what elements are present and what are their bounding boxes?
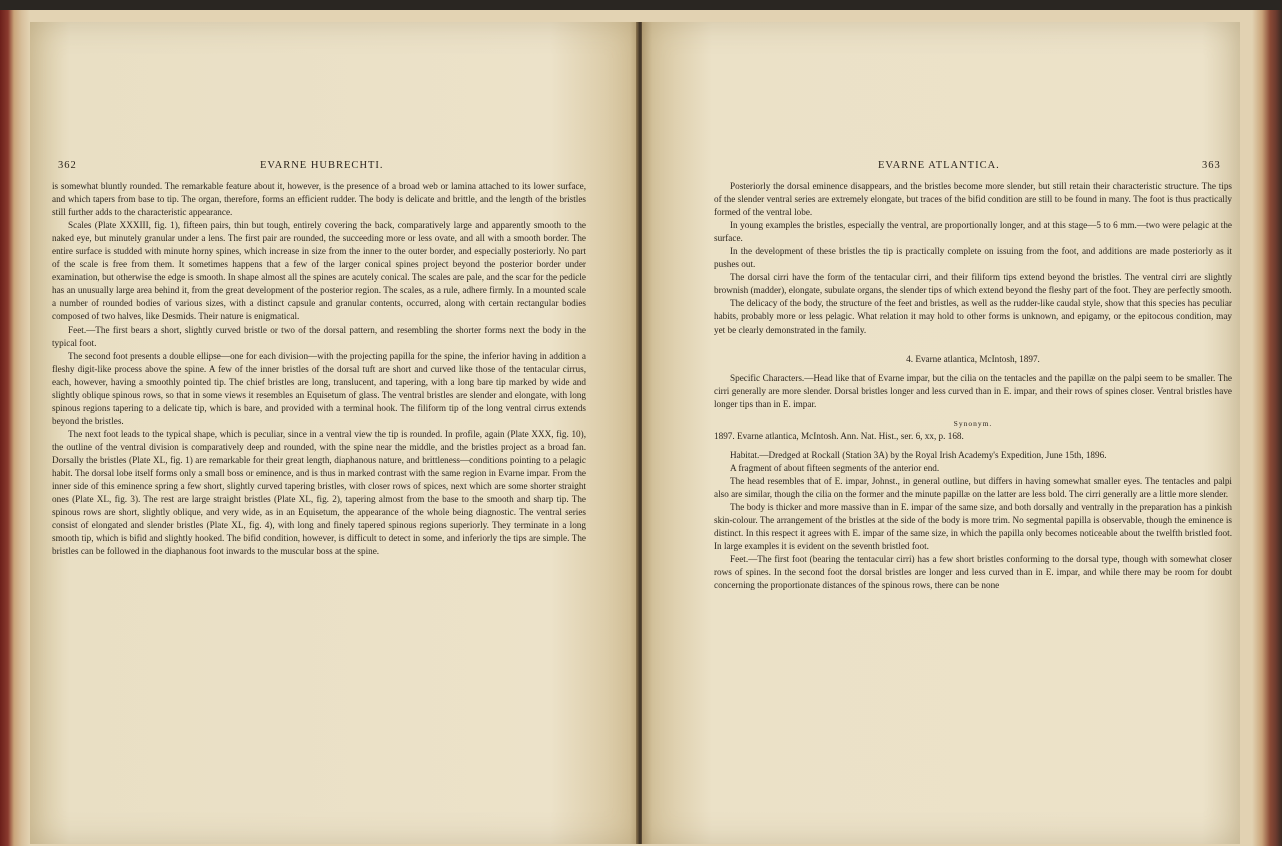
left-paragraph: is somewhat bluntly rounded. The remarkable feature about it, however, is the presence of a broad web or lamina attached to its lower surface, and which tapers from base to tip. The organ, therefore, forms an efficient rudder. The body is delicate and brittle, and the length of the bristles still further adds to the characteristic appearance.	[52, 181, 586, 218]
left-paragraph: Scales (Plate XXXIII, fig. 1), fifteen pairs, thin but tough, entirely covering the back, comparatively large and apparently smooth to the naked eye, but minutely granular under a lens. The first pair are rounded, the succeeding more or less ovate, and all with a smooth border. The entire surface is studded with minute horny spines, which increase in size from the inner to the outer border, and especially posteriorly. No part of the scale is free from them. It sometimes happens that a few of the larger conical spines project beyond the posterior border under examination, but otherwise the edge is smooth. In shape almost all the spines are acutely conical. The scales are pale, and the scar for the pedicle has an unusually large area behind it, from the great development of the posterior region. The scales, as a rule, adhere firmly. In a mounted scale a number of rounded bodies of various sizes, with a distinct capsule and granular contents, occurred, along with certain rectangular bodies composed of two halves, like Desmids. Their nature is enigmatical.	[52, 220, 586, 322]
right-paragraph: In young examples the bristles, especially the ventral, are proportionally longer, and at this stage—5 to 6 mm.—two were pelagic at the surface.	[714, 220, 1232, 244]
right-paragraph: The delicacy of the body, the structure of the feet and bristles, as well as the rudder-like caudal style, show that this species has peculiar habits, probably more or less pelagic. What relation it may hold to other forms is unknown, and epigamy, or the epitocous condition, may yet be clearly demonstrated in the family.	[714, 298, 1232, 335]
right-paragraph: Feet.—The first foot (bearing the tentacular cirri) has a few short bristles conforming to the dorsal type, though with somewhat closer rows of spines. In the second foot the dorsal bristles are longer and less curved than in E. impar, and while there may be room for doubt concerning the proportionate distances of the spinous rows, there can be none	[714, 554, 1232, 591]
left-body-text	[52, 180, 586, 558]
section-title: 4. Evarne atlantica, McIntosh, 1897.	[906, 353, 1040, 364]
left-running-head: EVARNE HUBRECHTI.	[260, 160, 384, 171]
right-paragraph: The dorsal cirri have the form of the tentacular cirri, and their filiform tips extend beyond the bristles. The ventral cirri are slightly brownish (madder), elongate, subulate organs, the slender tips of which extend beyond the fleshy part of the foot. They are perfectly smooth.	[714, 272, 1232, 296]
left-paragraph: The second foot presents a double ellipse—one for each division—with the projecting papilla for the spine, the inferior having in addition a fleshy digit-like process above the spine. A few of the inner bristles of the dorsal tuft are short and curved like those of the tentacular cirrus, each, however, having a smoothly pointed tip. The chief bristles are long, translucent, and tapering, with a long bare tip marked by wide and slightly oblique spinous rows, so that in some views it resembles an Equisetum of glass. The ventral bristles are slender and elongate, with long spinous regions tapering to a delicate tip, which is bare, and provided with a terminal hook. The filiform tip of the long ventral cirrus extends beyond the bristles.	[52, 350, 586, 426]
right-paragraph: The body is thicker and more massive than in E. impar of the same size, and both dorsally and ventrally in the preparation has a pinkish skin-colour. The arrangement of the bristles at the side of the body is more trim. No segmental papilla is observable, though the eminence is distinct. In this respect it agrees with E. impar of the same size, in which the papilla only becomes noticeable about the twelfth bristled foot. In large examples it is evident on the seventh bristled foot.	[714, 502, 1232, 552]
right-paragraph: Posteriorly the dorsal eminence disappears, and the bristles become more slender, but still retain their characteristic structure. The tips of the slender ventral series are extremely elongate, but traces of the bifid condition are still to be found in many. The foot is thus practically formed of the ventral lobe.	[714, 181, 1232, 218]
right-page	[642, 22, 1240, 844]
synonym-title: Synonym.	[953, 418, 993, 428]
right-running-head: EVARNE ATLANTICA.	[878, 160, 1000, 171]
left-paragraph: Feet.—The first bears a short, slightly curved bristle or two of the dorsal pattern, and resembling the shorter forms next the body in the typical foot.	[52, 324, 586, 348]
right-paragraph: In the development of these bristles the tip is practically complete on issuing from the foot, and additions are made posteriorly as it pushes out.	[714, 246, 1232, 270]
right-paragraph: A fragment of about fifteen segments of the anterior end.	[730, 462, 940, 473]
right-paragraph: Habitat.—Dredged at Rockall (Station 3A) by the Royal Irish Academy's Expedition, June 15th, 1896.	[730, 449, 1107, 460]
specific-characters: Specific Characters.—Head like that of Evarne impar, but the cilia on the tentacles and the papillæ on the palpi seem to be smaller. The cirri generally are more slender. Dorsal bristles longer and less curved than in E. impar, and their rows of spines closer. Ventral bristles have longer tips than in E. impar.	[714, 372, 1232, 409]
synonym-entry: 1897. Evarne atlantica, McIntosh. Ann. Nat. Hist., ser. 6, xx, p. 168.	[714, 430, 964, 441]
right-body-text	[714, 180, 1232, 592]
right-paragraph: The head resembles that of E. impar, Johnst., in general outline, but differs in having somewhat smaller eyes. The tentacles and palpi also are similar, though the cilia on the former and the minute papillæ on the latter are less bold. The cirri generally are a little more slender.	[714, 475, 1232, 499]
left-page	[30, 22, 640, 844]
left-paragraph: The next foot leads to the typical shape, which is peculiar, since in a ventral view the tip is rounded. In profile, again (Plate XXX, fig. 10), the outline of the ventral division is comparatively deep and rounded, with the spine near the middle, and the bristles project as a broad fan. Dorsally the bristles (Plate XL, fig. 1) are remarkable for their great length, diaphanous nature, and brittleness—conditions pointing to a pelagic habit. The dorsal lobe itself forms only a small boss or eminence, and is thus in marked contrast with the same region in Evarne impar. From the inner side of this eminence spring a few short, slightly curved tapering bristles, with closer rows of spices, next which are some shorter straight ones (Plate XL, fig. 3). The rest are large straight bristles (Plate XL, fig. 2), tapering almost from the base to the smooth and sharp tip. The spinous rows are short, slightly oblique, and very wide, as in an Equisetum, the appearance of the whole being diagnostic. The ventral series consist of elongated and slender bristles (Plate XL, fig. 4), with long and finely tapered spinous regions superiorly. They terminate in a long smooth tip, which is bifid and slightly hooked. The bifid condition, however, is difficult to detect in some, and inferiorly the tips are simple. The bristles can be followed in the diaphanous foot inwards to the muscular boss at the spine.	[52, 428, 586, 557]
right-page-number: 363	[1202, 160, 1221, 171]
left-page-number: 362	[58, 160, 77, 171]
